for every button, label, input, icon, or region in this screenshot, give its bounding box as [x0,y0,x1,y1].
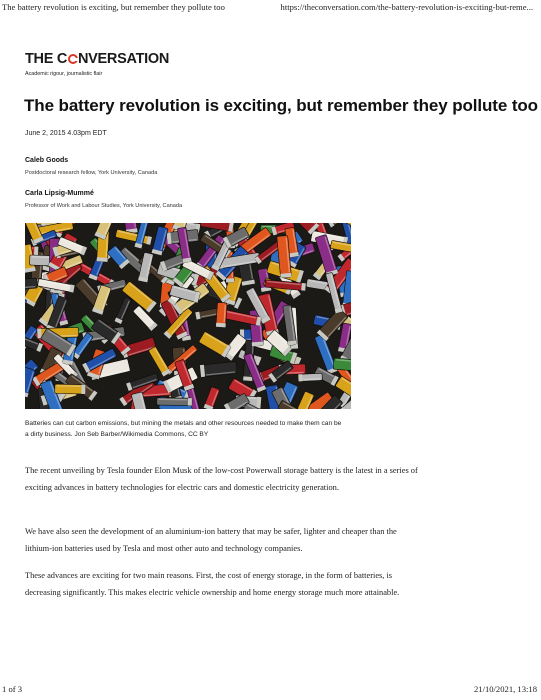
logo-o-icon [68,54,78,64]
article-paragraph: The recent unveiling by Tesla founder Elon Musk of the low-cost Powerwall storage battery is the latest in a series of exciting advances in battery technologies for electric cars and domestic electricity generation. [25,466,418,492]
article-title: The battery revolution is exciting, but remember they pollute too [24,96,538,115]
image-caption: Batteries can cut carbon emissions, but mining the metals and other resources needed to make them can be a dirty business. Jon Seb Barber/Wikimedia Commons, CC BY [25,420,342,438]
article-paragraph: We have also seen the development of an aluminium-ion battery that may be safer, lighter and cheaper than the lithium-ion batteries used by Tesla and most other auto and technology companies. [25,527,397,553]
article-paragraph: These advances are exciting for two main reasons. First, the cost of energy storage, in the form of batteries, is decreasing significantly. This makes electric vehicle ownership and home energy storage much more attainable. [25,571,400,597]
print-header-url[interactable]: https://theconversation.com/the-battery-revolution-is-exciting-but-reme... [280,2,533,12]
batteries-photo [25,223,351,409]
print-datetime: 21/10/2021, 13:18 [473,684,537,694]
article-date: June 2, 2015 4.03pm EDT [25,130,107,137]
site-logo[interactable] [25,51,169,67]
author-role: Postdoctoral research fellow, York University, Canada [25,170,158,176]
logo-text-end: NVERSATION [78,51,170,67]
article-image [25,223,351,409]
site-tagline: Academic rigour, journalistic flair [25,71,103,77]
author-name[interactable]: Carla Lipsig-Mummé [25,190,94,197]
author-role: Professor of Work and Labour Studies, York University, Canada [25,203,183,209]
page-count: 1 of 3 [2,684,23,694]
author-name[interactable]: Caleb Goods [25,157,69,164]
print-header-title: The battery revolution is exciting, but remember they pollute too [2,2,225,12]
logo-text-start: THE C [25,51,68,67]
